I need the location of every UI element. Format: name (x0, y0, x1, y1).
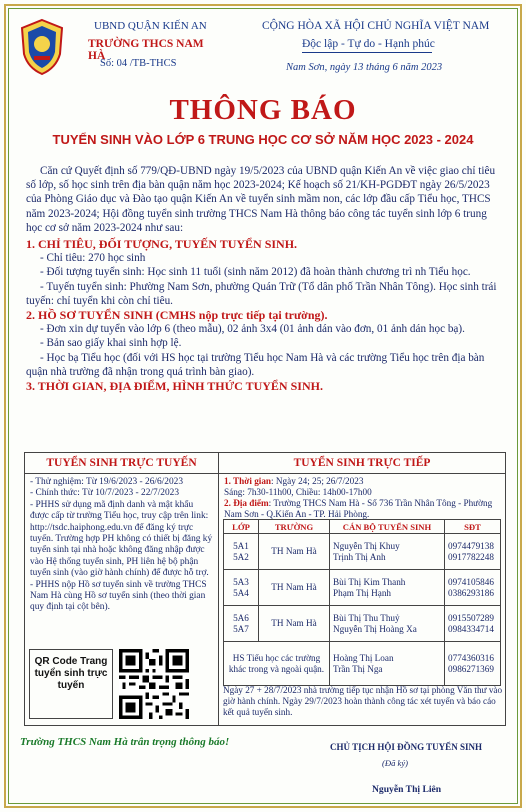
signer-name: Nguyễn Thị Liên (372, 784, 442, 795)
section1-item: - Tuyến tuyển sinh: Phường Nam Sơn, phường Quán Trữ (Tổ dân phố Trần Nhân Tông). Học sinh trái tuyến: chỉ tuyển khi còn chỉ tiêu. (26, 280, 497, 307)
page-title: THÔNG BÁO (169, 94, 357, 126)
page-subtitle: TUYỂN SINH VÀO LỚP 6 TRUNG HỌC CƠ SỞ NĂM HỌC 2023 - 2024 (52, 132, 474, 147)
phone-cell[interactable]: 0915507289 0984334714 (445, 606, 501, 642)
online-column (25, 453, 219, 725)
school-name: TRƯỜNG THCS NAM HÀ (88, 38, 204, 62)
phone-cell[interactable]: 0974105846 0386293186 (445, 570, 501, 606)
closing-line: Trường THCS Nam Hà trân trọng thông báo! (20, 736, 230, 748)
intro-paragraph: Căn cứ Quyết định số 779/QĐ-UBND ngày 19/5/2023 của UBND quận Kiến An về việc giao chỉ tiêu số lớp, số học sinh trên địa bàn quận năm học 2023-2024; Kế hoạch số 21/KH-PGDĐT ngày 26/5/2023 của Phòng Giáo dục và Đào tạo quận Kiến An về tuyển sinh mầm non, các lớp đầu cấp Tiểu học, THCS năm 2023-2024; Hội đồng tuyển sinh trường THCS Nam Hà thông báo công tác tuyển sinh lớp 6 trung học cơ sở năm 2023-2024 như sau: (26, 165, 496, 234)
document-number: Số: 04 /TB-THCS (100, 58, 177, 69)
school-cell: HS Tiểu học các trường khác trong và ngoài quận. (224, 642, 330, 686)
district-name: UBND QUẬN KIẾN AN (94, 20, 207, 32)
time-label: 1. Thời gian (224, 476, 272, 486)
time-hours: Sáng: 7h30-11h00, Chiều: 14h00-17h00 (224, 487, 372, 497)
section1-item: - Đối tượng tuyển sinh: Học sinh 11 tuổi (sinh năm 2012) đã hoàn thành chương trì nh Tiểu học. (40, 266, 471, 279)
header-left (14, 14, 214, 84)
place-date: Nam Sơn, ngày 13 tháng 6 năm 2023 (286, 62, 443, 73)
class-cell: 5A6 5A7 (224, 606, 259, 642)
section2-item: - Đơn xin dự tuyển vào lớp 6 (theo mẫu), 02 ảnh 3x4 (01 ảnh dán vào đơn, 01 ảnh dán học bạ). (40, 323, 465, 336)
phone-cell[interactable]: 0774360316 0986271369 (445, 642, 501, 686)
table-row (224, 606, 501, 642)
qr-section (29, 649, 215, 721)
section2-item: - Bản sao giấy khai sinh hợp lệ. (40, 337, 182, 350)
section2-item: - Học bạ Tiểu học (đối với HS học tại trường Tiểu học Nam Hà và các trường Tiểu học trên địa bàn quận nhà trường đã nhận trong quá trình bàn giao). (26, 351, 485, 378)
signer-title: CHỦ TỊCH HỘI ĐỒNG TUYỂN SINH (330, 742, 482, 752)
school-cell: TH Nam Hà (259, 570, 330, 606)
online-line: - PHHS nộp Hồ sơ tuyển sinh về trường THCS Nam Hà cùng Hồ sơ tuyển sinh (theo thời gian quy định tại cột bên). (30, 579, 207, 613)
signed-note: (Đã ký) (382, 758, 409, 768)
place-value: : Trường THCS Nam Hà - Số 736 Trần Nhân Tông - Phường Nam Sơn - Q.Kiến An - TP. Hải Phòng. (224, 498, 493, 519)
section3-heading: 3. THỜI GIAN, ĐỊA ĐIỂM, HÌNH THỨC TUYỂN SINH. (26, 379, 323, 394)
notice-body (26, 164, 502, 393)
col-header: LỚP (224, 520, 259, 534)
qr-code-icon[interactable] (119, 649, 189, 719)
staff-cell: Nguyễn Thị Khuy Trịnh Thị Anh (330, 534, 445, 570)
place-label: 2. Địa điểm (224, 498, 269, 508)
motto-underline (302, 52, 432, 53)
section1-heading: 1. CHỈ TIÊU, ĐỐI TƯỢNG, TUYẾN TUYỂN SINH. (26, 237, 298, 252)
admission-table (24, 452, 506, 726)
qr-label: QR Code Trang tuyển sinh trực tuyến (29, 649, 113, 719)
online-line: - Thử nghiệm: Từ 19/6/2023 - 26/6/2023 (30, 477, 184, 487)
class-cell: 5A1 5A2 (224, 534, 259, 570)
staff-table (223, 519, 501, 686)
class-cell: 5A3 5A4 (224, 570, 259, 606)
direct-header: TUYỂN SINH TRỰC TIẾP (219, 453, 505, 474)
table-row (224, 534, 501, 570)
staff-cell: Hoàng Thị Loan Trần Thị Nga (330, 642, 445, 686)
school-cell: TH Nam Hà (259, 534, 330, 570)
school-cell: TH Nam Hà (259, 606, 330, 642)
section2-heading: 2. HỒ SƠ TUYỂN SINH (CMHS nộp trực tiếp tại trường). (26, 308, 328, 323)
header-right (262, 20, 516, 80)
online-header: TUYỂN SINH TRỰC TUYẾN (25, 453, 218, 474)
section1-item: - Chỉ tiêu: 270 học sinh (40, 252, 146, 265)
phone-cell[interactable]: 0974479138 0917782248 (445, 534, 501, 570)
direct-note: Ngày 27 + 28/7/2023 nhà trường tiếp tục nhận Hồ sơ tại phòng Văn thư vào giờ hành chính. Ngày 29/7/2023 hoàn thành công tác xét tuyển và báo cáo kết quả tuyển sinh. (223, 685, 503, 717)
online-line: - Chính thức: Từ 10/7/2023 - 22/7/2023 (30, 488, 180, 499)
col-header: CÁN BỘ TUYỂN SINH (330, 520, 445, 534)
online-content (25, 474, 218, 617)
staff-cell: Bùi Thị Kim Thanh Phạm Thị Hạnh (330, 570, 445, 606)
table-row (224, 570, 501, 606)
time-value: : Ngày 24; 25; 26/7/2023 (271, 476, 364, 486)
direct-info (219, 474, 505, 522)
direct-column (219, 453, 505, 725)
nation-title: CỘNG HÒA XÃ HỘI CHỦ NGHĨA VIỆT NAM (262, 20, 490, 32)
staff-cell: Bùi Thị Thu Thuỷ Nguyễn Thị Hoàng Xa (330, 606, 445, 642)
nation-motto: Độc lập - Tự do - Hạnh phúc (302, 38, 435, 50)
col-header: SĐT (445, 520, 501, 534)
col-header: TRƯỜNG (259, 520, 330, 534)
school-logo-icon (20, 18, 64, 76)
table-row (224, 642, 501, 686)
online-line: - PHHS sử dụng mã định danh và mật khẩu được cấp từ trường Tiểu học, truy cập trên link: http://tsdc.haiphong.edu.vn để đăng ký trực tuyến. Trường hợp PH không có thiết bị đăng ký tuyển sinh tại nhà hoặc không đăng nhập được vào Hệ thống tuyển sinh, PH liên hệ bộ phận tuyển sinh (vào giờ hành chính) để được hỗ trợ. (30, 499, 213, 579)
